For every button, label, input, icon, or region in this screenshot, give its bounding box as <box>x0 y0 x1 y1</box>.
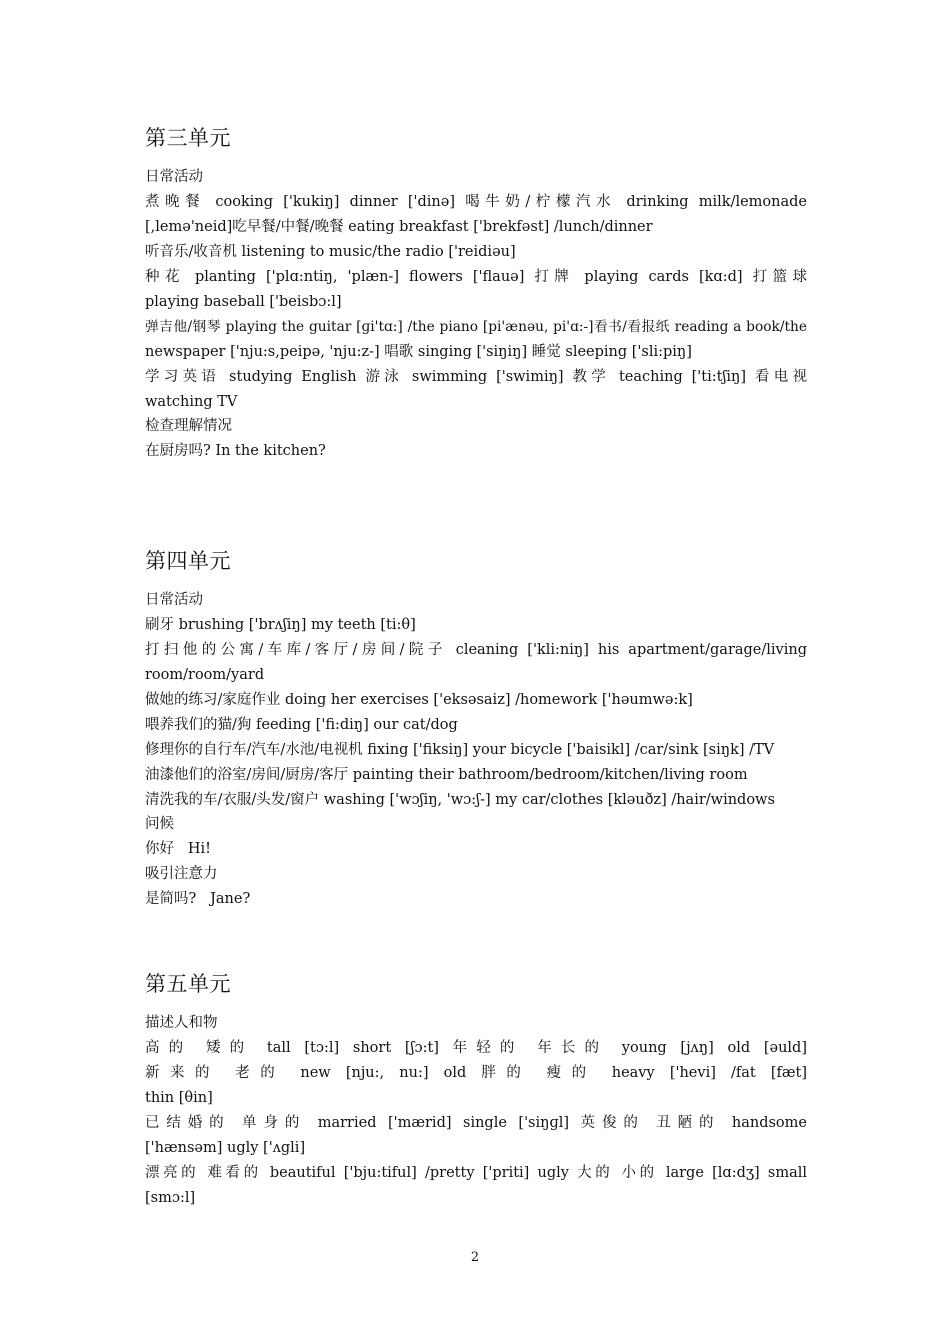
unit4-line: 是简吗? Jane? <box>145 891 251 907</box>
page-number: 2 <box>470 1250 480 1265</box>
unit4-line: 吸引注意力 <box>145 866 218 882</box>
unit4-heading: 第四单元 <box>145 549 231 573</box>
unit3-line: newspaper ['nju:s,peipə, 'nju:z-] 唱歌 singing ['siŋiŋ] 睡觉 sleeping ['sli:piŋ] <box>145 344 692 360</box>
unit4-line: 打扫他的公寓/车库/客厅/房间/院子 cleaning ['kli:niŋ] his apartment/garage/living <box>145 642 807 658</box>
unit4-line: 喂养我们的猫/狗 feeding ['fi:diŋ] our cat/dog <box>145 717 458 733</box>
unit4-line: 做她的练习/家庭作业 doing her exercises ['eksəsaiz] /homework ['həumwə:k] <box>145 692 693 708</box>
unit5-line: [smɔ:l] <box>145 1190 196 1206</box>
unit3-line: [,lemə'neid]吃早餐/中餐/晚餐 eating breakfast ['brekfəst] /lunch/dinner <box>145 219 653 235</box>
unit5-line: 漂亮的 难看的 beautiful ['bju:tiful] /pretty ['priti] ugly 大的 小的 large [lɑ:dʒ] small <box>145 1165 807 1181</box>
unit3-line: watching TV <box>145 394 238 410</box>
unit5-line: 高的 矮的 tall [tɔ:l] short [ʃɔ:t] 年轻的 年长的 young [jʌŋ] old [əuld] <box>145 1040 807 1056</box>
unit4-line: 日常活动 <box>145 592 203 608</box>
unit4-line: 清洗我的车/衣服/头发/窗户 washing ['wɔʃiŋ, 'wɔ:ʃ-] my car/clothes [kləuðz] /hair/windows <box>145 792 775 808</box>
unit3-line: 听音乐/收音机 listening to music/the radio ['reidiəu] <box>145 244 516 260</box>
unit3-line: 在厨房吗? In the kitchen? <box>145 443 326 459</box>
unit3-line: 种花 planting ['plɑ:ntiŋ, 'plæn-] flowers ['flauə] 打牌 playing cards [kɑ:d] 打篮球 <box>145 269 807 285</box>
unit3-heading: 第三单元 <box>145 126 231 150</box>
unit3-line: 煮晚餐 cooking ['kukiŋ] dinner ['dinə] 喝牛奶/柠檬汽水 drinking milk/lemonade <box>145 194 807 210</box>
unit5-line: 新来的 老的 new [nju:, nu:] old 胖的 瘦的 heavy ['hevi] /fat [fæt] <box>145 1065 807 1081</box>
unit4-line: 你好 Hi! <box>145 841 211 857</box>
unit4-line: room/room/yard <box>145 667 265 683</box>
unit5-line: ['hænsəm] ugly ['ʌgli] <box>145 1140 306 1156</box>
unit4-line: 刷牙 brushing ['brʌʃiŋ] my teeth [ti:θ] <box>145 617 416 633</box>
unit3-line: playing baseball ['beisbɔ:l] <box>145 294 342 310</box>
unit5-line: thin [θin] <box>145 1090 213 1106</box>
unit5-line: 描述人和物 <box>145 1015 218 1031</box>
unit4-line: 问候 <box>145 816 174 832</box>
unit3-line: 学习英语 studying English 游泳 swimming ['swimiŋ] 教学 teaching ['ti:tʃiŋ] 看电视 <box>145 369 807 385</box>
unit5-heading: 第五单元 <box>145 972 231 996</box>
unit3-line: 检查理解情况 <box>145 418 232 434</box>
unit4-line: 油漆他们的浴室/房间/厨房/客厅 painting their bathroom/bedroom/kitchen/living room <box>145 767 748 783</box>
unit4-line: 修理你的自行车/汽车/水池/电视机 fixing ['fiksiŋ] your bicycle ['baisikl] /car/sink [siŋk] /TV <box>145 742 775 758</box>
unit5-line: 已结婚的 单身的 married ['mærid] single ['siŋɡl] 英俊的 丑陋的 handsome <box>145 1115 807 1131</box>
unit3-line: 弹吉他/钢琴 playing the guitar [ɡi'tɑ:] /the piano [pi'ænəu, pi'ɑ:-]看书/看报纸 reading a book/the <box>145 319 807 335</box>
unit3-line: 日常活动 <box>145 169 203 185</box>
